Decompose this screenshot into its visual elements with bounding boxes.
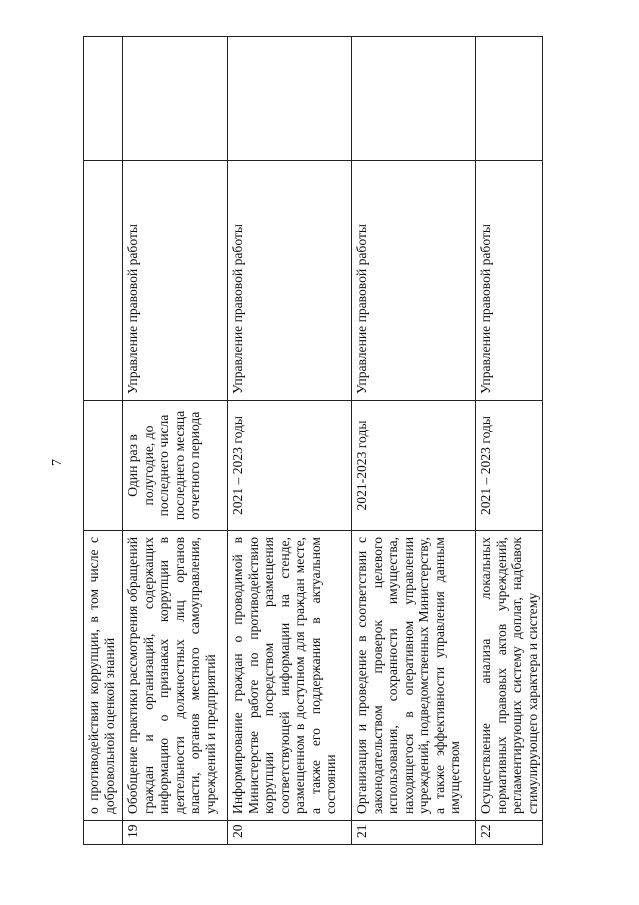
row-number: 19 [123, 821, 228, 845]
extra-cell [84, 37, 123, 161]
event-text: Обобщение практики рассмотрения обращений граждан и организаций, содержащих информацию о признаках коррупции в деятельности должностных лиц органов власти, органов местного самоуправления, учреждений и предприятий [123, 531, 228, 821]
responsible-text: Управление правовой работы [352, 161, 476, 401]
row-number: 21 [352, 821, 476, 845]
page-number: 7 [50, 459, 65, 466]
row-number: 22 [476, 821, 543, 845]
term-text: 2021 – 2023 годы [228, 401, 352, 531]
row-number [84, 821, 123, 845]
responsible-text: Управление правовой работы [123, 161, 228, 401]
row-number: 20 [228, 821, 352, 845]
extra-cell [123, 37, 228, 161]
table-row [476, 37, 543, 845]
extra-cell [476, 37, 543, 161]
term-text: 2021-2023 годы [352, 401, 476, 531]
event-text: Информирование граждан о проводимой в Министерстве работе по противодействию коррупции посредством размещения соответствующей информации на стенде, размещенном в доступном для граждан месте, а также его поддержания в актуальном состоянии [228, 531, 352, 821]
plan-table [83, 36, 543, 845]
extra-cell [228, 37, 352, 161]
term-text [84, 401, 123, 531]
table-row [228, 37, 352, 845]
term-text: 2021 – 2023 годы [476, 401, 543, 531]
event-text: о противодействии коррупции, в том числе с добровольной оценкой знаний [84, 531, 123, 821]
responsible-text [84, 161, 123, 401]
table-row [123, 37, 228, 845]
table-row [84, 37, 123, 845]
table-row [352, 37, 476, 845]
responsible-text: Управление правовой работы [476, 161, 543, 401]
event-text: Осуществление анализа локальных нормативных правовых актов учреждений, регламентирующих систему доплат, надбавок стимулирующего характера и систему [476, 531, 543, 821]
responsible-text: Управление правовой работы [228, 161, 352, 401]
event-text: Организация и проведение в соответствии с законодательством проверок целевого использования, сохранности имущества, находящегося в оперативном управлении учреждений, подведомственных Министерству, а также эффективности управления данным имуществом [352, 531, 476, 821]
extra-cell [352, 37, 476, 161]
term-text: Один раз в полугодие, до последнего числа последнего месяца отчетного периода [123, 401, 228, 531]
